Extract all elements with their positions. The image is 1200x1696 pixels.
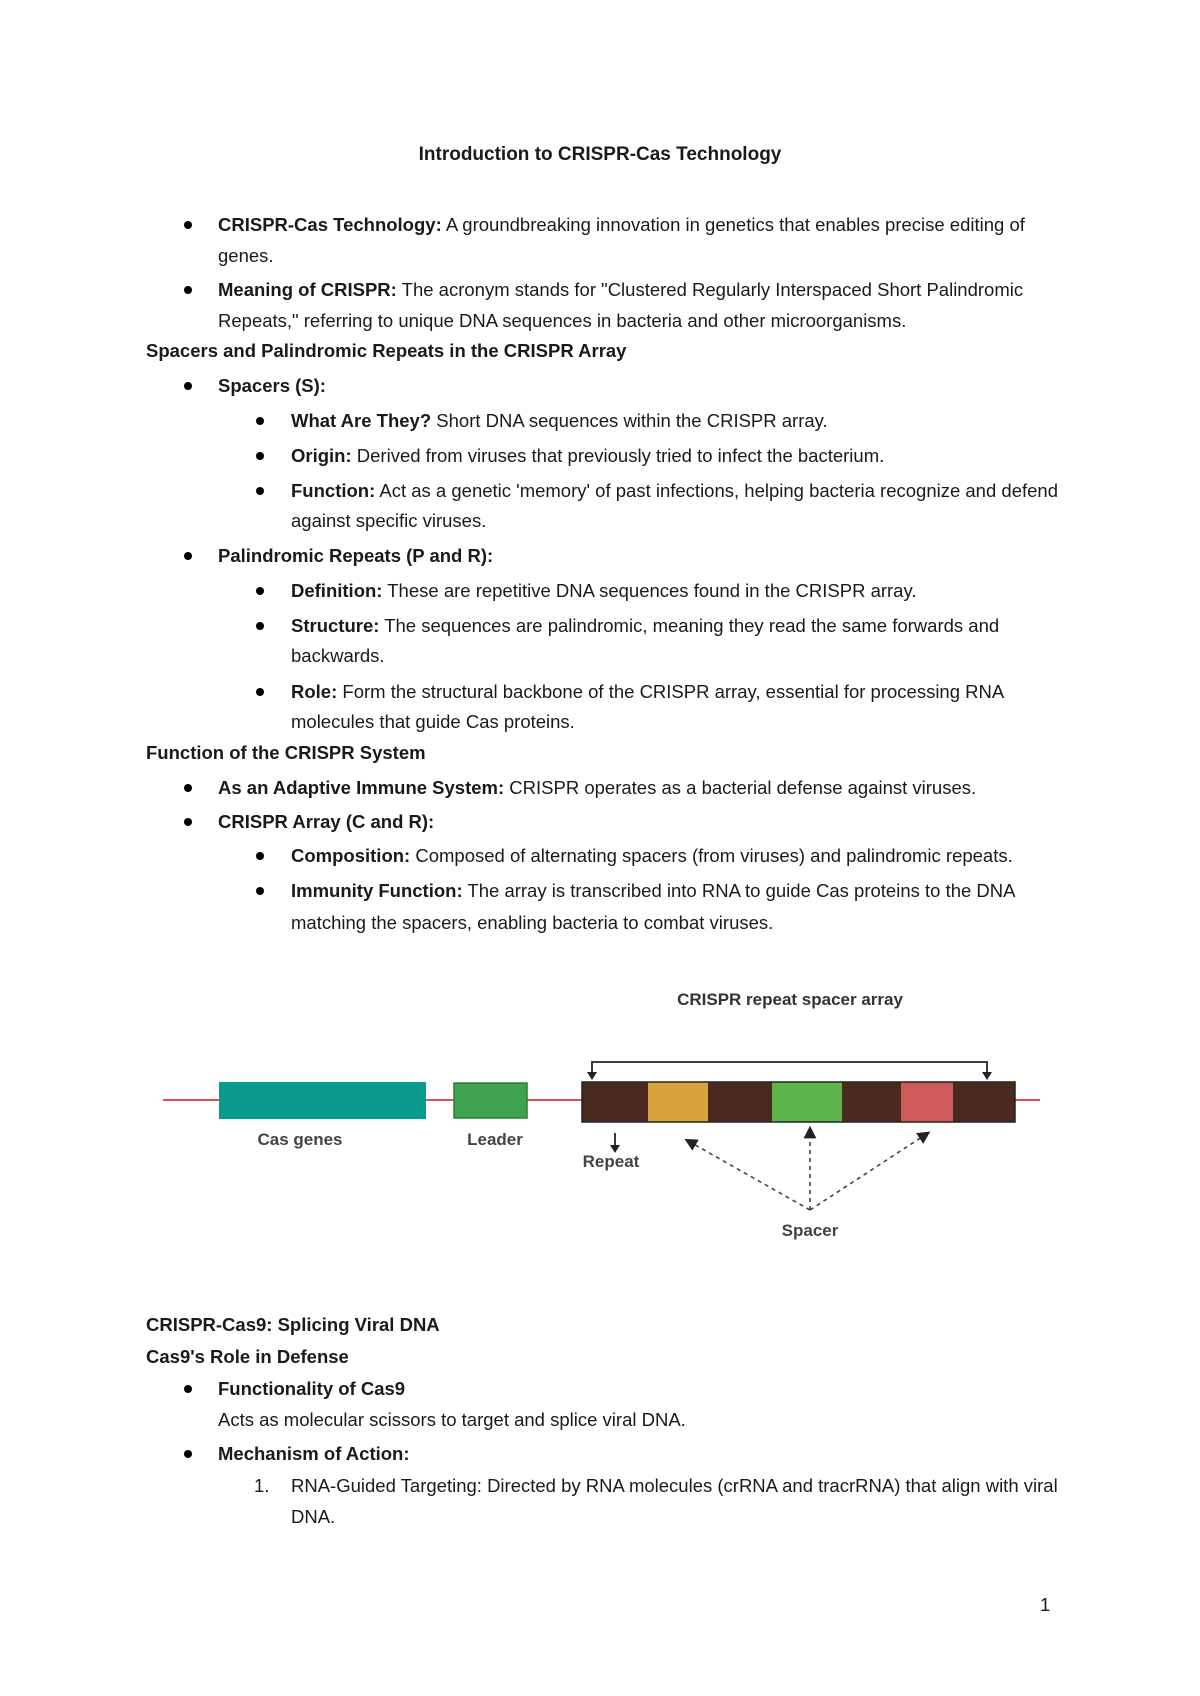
item-text-cont: backwards.	[291, 645, 385, 666]
spacer-arrow	[810, 1135, 925, 1210]
diagram-title: CRISPR repeat spacer array	[677, 990, 903, 1009]
item-label: Immunity Function:	[291, 880, 463, 901]
item-text: Composed of alternating spacers (from viruses) and palindromic repeats.	[410, 845, 1013, 866]
array-label: CRISPR Array (C and R):	[218, 811, 435, 832]
bullet-icon	[184, 1450, 192, 1458]
cas-genes-label: Cas genes	[257, 1130, 343, 1149]
item-text: CRISPR operates as a bacterial defense against viruses.	[504, 777, 977, 798]
item-text-cont: Repeats," referring to unique DNA sequences in bacteria and other microorganisms.	[218, 310, 907, 331]
arrowhead-icon	[587, 1072, 597, 1080]
repeats-label: Palindromic Repeats (P and R):	[218, 545, 494, 566]
item-text-cont: molecules that guide Cas proteins.	[291, 711, 575, 732]
step-text: RNA-Guided Targeting: Directed by RNA molecules (crRNA and tracrRNA) that align with viral	[291, 1475, 1058, 1496]
item-text: A groundbreaking innovation in genetics that enables precise editing of	[441, 214, 1025, 235]
item-text: These are repetitive DNA sequences found in the CRISPR array.	[382, 580, 917, 601]
item-label: Function:	[291, 480, 376, 501]
item-label: What Are They?	[291, 410, 432, 431]
list-number: 1.	[254, 1475, 270, 1496]
repeat-block	[842, 1082, 901, 1122]
item-label: Definition:	[291, 580, 383, 601]
item-label: CRISPR-Cas Technology:	[218, 214, 442, 235]
item-label: Composition:	[291, 845, 411, 866]
item-label: Origin:	[291, 445, 352, 466]
spacer-block	[772, 1082, 842, 1122]
item-text-cont: against specific viruses.	[291, 510, 487, 531]
repeat-block	[953, 1082, 1015, 1122]
repeat-block	[582, 1082, 648, 1122]
bracket-line	[592, 1062, 987, 1079]
item-text-cont: matching the spacers, enabling bacteria to combat viruses.	[291, 912, 774, 933]
item-label: Structure:	[291, 615, 380, 636]
item-text-cont: genes.	[218, 245, 274, 266]
item-text: The acronym stands for "Clustered Regularly Interspaced Short Palindromic	[396, 279, 1024, 300]
spacer-arrow	[690, 1142, 810, 1210]
leader-block	[454, 1083, 527, 1118]
step-text-cont: DNA.	[291, 1506, 336, 1527]
page-number: 1	[1040, 1594, 1051, 1615]
section-subheading: Cas9's Role in Defense	[146, 1346, 349, 1367]
repeat-label: Repeat	[582, 1152, 640, 1171]
item-label: As an Adaptive Immune System:	[218, 777, 505, 798]
arrowhead-icon	[982, 1072, 992, 1080]
item-text: Form the structural backbone of the CRISPR array, essential for processing RNA	[337, 681, 1005, 702]
cas-genes-block	[219, 1082, 426, 1119]
repeat-block	[708, 1082, 772, 1122]
page-title: Introduction to CRISPR-Cas Technology	[418, 144, 782, 165]
spacers-label: Spacers (S):	[218, 375, 326, 396]
item-text: The sequences are palindromic, meaning they read the same forwards and	[379, 615, 1000, 636]
spacer-block	[901, 1082, 953, 1122]
functionality-text: Acts as molecular scissors to target and splice viral DNA.	[218, 1409, 686, 1430]
bullet-icon	[184, 1385, 192, 1393]
item-text: Short DNA sequences within the CRISPR array.	[431, 410, 828, 431]
item-text: Act as a genetic 'memory' of past infections, helping bacteria recognize and defend	[375, 480, 1058, 501]
mechanism-label: Mechanism of Action:	[218, 1443, 410, 1464]
item-label: Role:	[291, 681, 338, 702]
item-text: The array is transcribed into RNA to guide Cas proteins to the DNA	[462, 880, 1016, 901]
section-heading: Spacers and Palindromic Repeats in the CRISPR Array	[146, 340, 627, 361]
leader-label: Leader	[467, 1130, 523, 1149]
section-heading: Function of the CRISPR System	[146, 742, 426, 763]
spacer-label: Spacer	[781, 1221, 839, 1240]
item-label: Meaning of CRISPR:	[218, 279, 397, 300]
item-text: Derived from viruses that previously tried to infect the bacterium.	[351, 445, 885, 466]
functionality-label: Functionality of Cas9	[218, 1378, 406, 1399]
spacer-block	[648, 1082, 708, 1122]
section-heading: CRISPR-Cas9: Splicing Viral DNA	[146, 1314, 440, 1335]
